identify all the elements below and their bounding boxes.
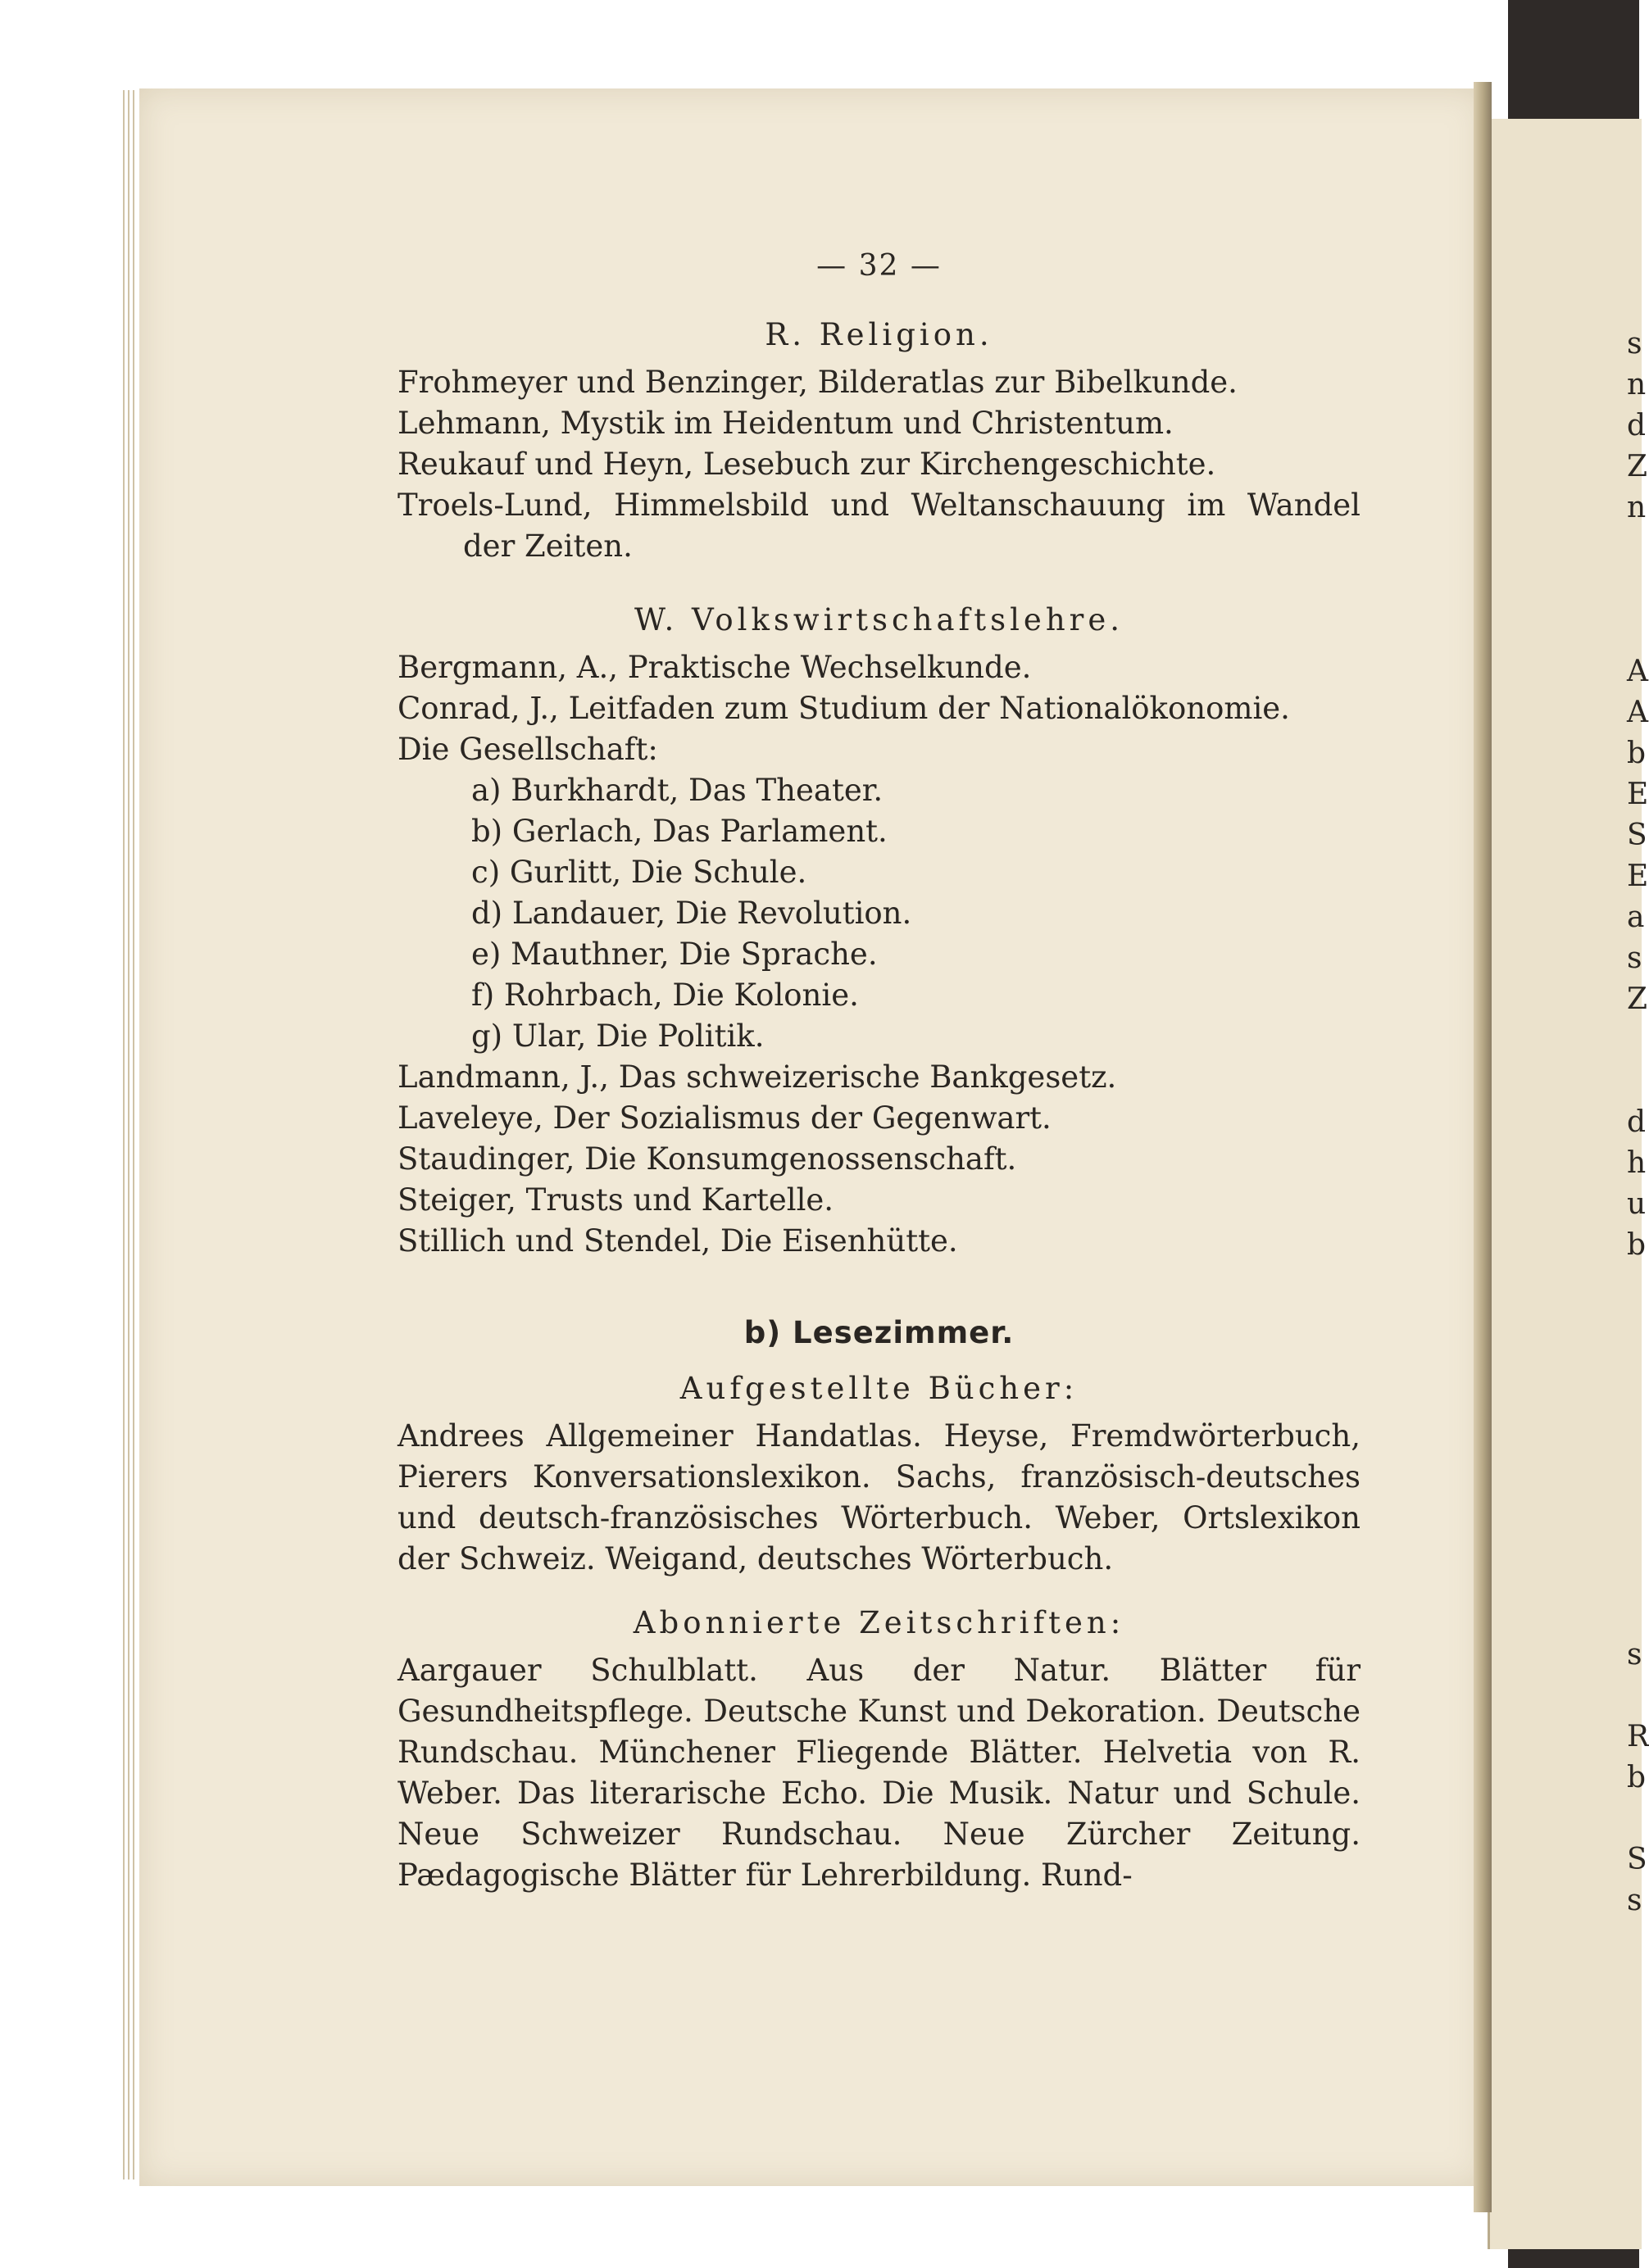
list-item: Stillich und Stendel, Die Eisenhütte. <box>397 1223 958 1259</box>
sub-list-item: d) Landauer, Die Revolution. <box>471 896 912 931</box>
list-item: Laveleye, Der Sozialismus der Gegenwart. <box>397 1100 1052 1136</box>
list-item: Staudinger, Die Konsumgenossenschaft. <box>397 1141 1017 1177</box>
next-page-letter: h <box>1627 1146 1647 1180</box>
next-page-letter: a <box>1627 900 1645 934</box>
page-edge <box>123 90 125 2180</box>
next-page-letter: d <box>1627 1105 1647 1139</box>
next-page-letter: n <box>1627 368 1647 401</box>
next-page-letter: A <box>1627 655 1648 688</box>
book-binding <box>1474 82 1492 2212</box>
next-page-strip <box>1488 119 1645 2249</box>
next-page-letter: Z <box>1627 450 1648 483</box>
next-page-letter: E <box>1627 860 1649 893</box>
list-item: Reukauf und Heyn, Lesebuch zur Kirchengeschichte. <box>397 447 1216 482</box>
journals-paragraph: Aargauer Schulblatt. Aus der Natur. Blätter für Gesundheitspflege. Deutsche Kunst und Dekoration. Deutsche Rundschau. Münchener Fliegende Blätter. Helvetia von R. Weber. Das literarische Echo. Die Musik. Natur und Schule. Neue Schweizer Rundschau. Neue Zürcher Zeitung. Pædagogische Blätter für Lehrerbildung. Rund- <box>397 1653 1361 1893</box>
next-page-letter: n <box>1627 491 1647 524</box>
list-item: Frohmeyer und Benzinger, Bilderatlas zur Bibelkunde. <box>397 365 1238 400</box>
page-edge <box>133 90 134 2180</box>
list-item: Landmann, J., Das schweizerische Bankgesetz. <box>397 1059 1117 1095</box>
next-page-letter: b <box>1627 1228 1647 1262</box>
next-page-letter: d <box>1627 409 1647 442</box>
next-page-letter: S <box>1627 1843 1647 1876</box>
list-item: Bergmann, A., Praktische Wechselkunde. <box>397 650 1032 685</box>
page-edge <box>128 90 129 2180</box>
sub-list-item: b) Gerlach, Das Parlament. <box>471 814 888 849</box>
next-page-letter: A <box>1627 696 1648 729</box>
sub-list-item: a) Burkhardt, Das Theater. <box>471 773 884 808</box>
next-page-letter: Z <box>1627 982 1648 1016</box>
list-item: Die Gesellschaft: <box>397 732 658 767</box>
list-item: Steiger, Trusts und Kartelle. <box>397 1182 834 1218</box>
books-paragraph: Andrees Allgemeiner Handatlas. Heyse, Fremdwörterbuch, Pierers Konversationslexikon. Sachs, französisch-deutsches und deutsch-französisches Wörterbuch. Weber, Ortslexikon der Schweiz. Weigand, deutsches Wörterbuch. <box>397 1418 1361 1576</box>
section-heading-volkswirtschaftslehre: W. Volkswirtschaftslehre. <box>634 602 1124 637</box>
reading-room-title: b) Lesezimmer. <box>743 1315 1015 1350</box>
next-page-letter: b <box>1627 1761 1647 1794</box>
next-page-letter: s <box>1627 1884 1642 1917</box>
list-item: Conrad, J., Leitfaden zum Studium der Nationalökonomie. <box>397 691 1290 726</box>
sub-list-item: f) Rohrbach, Die Kolonie. <box>471 978 859 1013</box>
next-page-letter: u <box>1627 1187 1647 1221</box>
next-page-letter: E <box>1627 778 1649 811</box>
list-item: Troels-Lund, Himmelsbild und Weltanschauung im Wandel der Zeiten. <box>397 488 1361 564</box>
section-heading-religion: R. Religion. <box>765 317 993 352</box>
next-page-letter: s <box>1627 1638 1642 1672</box>
next-page-letter: b <box>1627 737 1647 770</box>
page-number: — 32 — <box>816 249 942 283</box>
next-page-letter: S <box>1627 819 1647 852</box>
list-item: Lehmann, Mystik im Heidentum und Christentum. <box>397 406 1174 441</box>
journals-heading: Abonnierte Zeitschriften: <box>633 1605 1125 1640</box>
next-page-letter: R <box>1627 1720 1649 1753</box>
next-page-letter: s <box>1627 941 1642 975</box>
sub-list-item: g) Ular, Die Politik. <box>471 1018 765 1054</box>
sub-list-item: c) Gurlitt, Die Schule. <box>471 855 807 890</box>
sub-list-item: e) Mauthner, Die Sprache. <box>471 937 878 972</box>
next-page-letter: s <box>1627 327 1642 361</box>
page-content <box>397 246 1361 1896</box>
books-heading: Aufgestellte Bücher: <box>679 1371 1079 1406</box>
